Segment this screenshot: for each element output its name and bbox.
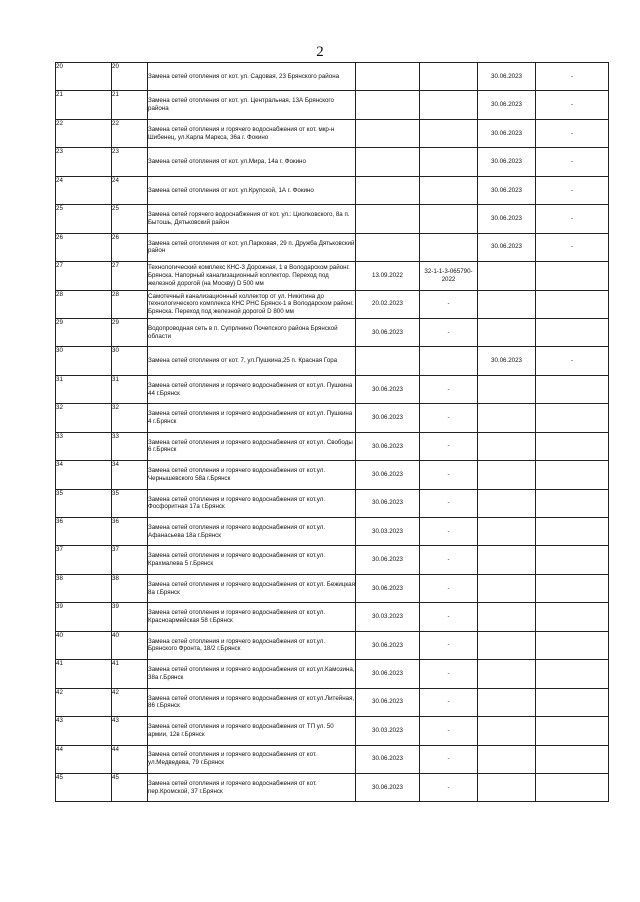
deadline-cell	[478, 432, 536, 460]
deadline-cell: 30.06.2023	[478, 347, 536, 375]
date-cell	[356, 233, 420, 261]
object-description-cell: Замена сетей отопления и горячего водоснабжения от кот.ул. Фосфоритная 17а г.Брянск	[148, 489, 356, 517]
row-number-cell: 29	[56, 318, 112, 346]
table-row	[56, 745, 609, 773]
registry-code-text: -	[447, 385, 450, 393]
row-number-cell: 44	[56, 745, 112, 773]
object-description-cell: Замена сетей отопления от кот. ул.Крупской, 1А г. Фокино	[148, 176, 356, 204]
table-row	[56, 489, 609, 517]
status-cell: -	[536, 347, 609, 375]
table-row	[56, 318, 609, 346]
registry-code-cell	[420, 745, 478, 773]
row-subnumber-cell: 42	[112, 688, 148, 716]
registry-code-cell	[420, 91, 478, 119]
date-cell: 30.06.2023	[356, 461, 420, 489]
object-description-cell: Замена сетей отопления от кот. 7, ул.Пушкина,25 п. Красная Гора	[148, 347, 356, 375]
deadline-cell: 30.06.2023	[478, 205, 536, 233]
row-subnumber-cell: 44	[112, 745, 148, 773]
date-cell	[356, 205, 420, 233]
registry-code-cell	[420, 262, 478, 290]
table-row	[56, 347, 609, 375]
row-subnumber-cell: 45	[112, 773, 148, 801]
registry-code-text: -	[447, 527, 450, 535]
deadline-cell	[478, 574, 536, 602]
row-subnumber-cell: 21	[112, 91, 148, 119]
table-row	[56, 176, 609, 204]
date-cell: 30.03.2023	[356, 603, 420, 631]
deadline-cell	[478, 318, 536, 346]
deadline-cell	[478, 489, 536, 517]
row-number-cell: 41	[56, 660, 112, 688]
date-cell	[356, 148, 420, 176]
row-number-cell: 31	[56, 375, 112, 403]
status-cell	[536, 631, 609, 659]
row-subnumber-cell: 35	[112, 489, 148, 517]
status-cell	[536, 745, 609, 773]
status-cell: -	[536, 176, 609, 204]
registry-code-text: -	[447, 499, 450, 507]
row-number-cell: 39	[56, 603, 112, 631]
row-number-cell: 23	[56, 148, 112, 176]
registry-code-cell	[420, 318, 478, 346]
status-cell	[536, 489, 609, 517]
registry-code-text: -	[447, 328, 450, 336]
row-subnumber-cell: 29	[112, 318, 148, 346]
registry-code-text: -	[447, 669, 450, 677]
row-number-cell: 34	[56, 461, 112, 489]
table-row	[56, 148, 609, 176]
date-cell: 30.03.2023	[356, 518, 420, 546]
table-row	[56, 233, 609, 261]
date-cell: 30.06.2023	[356, 489, 420, 517]
registry-code-cell	[420, 63, 478, 91]
date-cell	[356, 347, 420, 375]
row-number-cell: 24	[56, 176, 112, 204]
table-row	[56, 603, 609, 631]
date-cell	[356, 119, 420, 147]
status-cell: -	[536, 63, 609, 91]
deadline-cell	[478, 290, 536, 318]
table-row	[56, 660, 609, 688]
status-cell	[536, 318, 609, 346]
registry-code-text: -	[447, 442, 450, 450]
table-row	[56, 518, 609, 546]
row-number-cell: 27	[56, 262, 112, 290]
deadline-cell	[478, 262, 536, 290]
table-row	[56, 574, 609, 602]
row-subnumber-cell: 34	[112, 461, 148, 489]
registry-code-cell	[420, 574, 478, 602]
registry-code-text: -	[447, 613, 450, 620]
table-row	[56, 91, 609, 119]
object-description-cell: Водопроводная сеть в п. Супрлнино Почепского района Брянской области	[148, 318, 356, 346]
registry-table	[55, 62, 609, 802]
date-cell: 30.06.2023	[356, 660, 420, 688]
deadline-cell	[478, 603, 536, 631]
row-number-cell: 36	[56, 518, 112, 546]
status-cell: -	[536, 148, 609, 176]
object-description-cell: Замена сетей отопления и горячего водоснабжения от кот.ул. Пушкина 44 г.Брянск	[148, 375, 356, 403]
row-subnumber-cell: 36	[112, 518, 148, 546]
date-cell: 13.09.2022	[356, 262, 420, 290]
object-description-cell: Замена сетей отопления и горячего водоснабжения от кот.ул. Афанасьева 18а г.Брянск	[148, 518, 356, 546]
deadline-cell: 30.06.2023	[478, 119, 536, 147]
deadline-cell	[478, 660, 536, 688]
row-number-cell: 20	[56, 63, 112, 91]
registry-code-cell	[420, 631, 478, 659]
object-description-cell: Замена сетей отопления и горячего водоснабжения от кот.ул. Чернышевского 58а г.Брянск	[148, 461, 356, 489]
table-row	[56, 205, 609, 233]
registry-code-cell	[420, 432, 478, 460]
table-row	[56, 119, 609, 147]
date-cell	[356, 91, 420, 119]
page-number: 2	[316, 44, 324, 60]
table-row	[56, 688, 609, 716]
deadline-cell	[478, 745, 536, 773]
registry-code-cell	[420, 404, 478, 432]
status-cell	[536, 717, 609, 745]
date-cell	[356, 63, 420, 91]
row-number-cell: 43	[56, 717, 112, 745]
object-description-cell: Замена сетей отопления и горячего водоснабжения от кот.ул. Бежицкая 8а г.Брянск	[148, 574, 356, 602]
registry-code-cell	[420, 717, 478, 745]
row-subnumber-cell: 23	[112, 148, 148, 176]
registry-code-cell	[420, 773, 478, 801]
object-description-cell: Замена сетей отопления от кот. ул.Парковая, 29 п. Дружба Дятьковский район	[148, 233, 356, 261]
registry-code-text: -	[447, 641, 450, 649]
deadline-cell: 30.06.2023	[478, 63, 536, 91]
row-subnumber-cell: 33	[112, 432, 148, 460]
row-number-cell: 45	[56, 773, 112, 801]
date-cell: 30.06.2023	[356, 432, 420, 460]
row-subnumber-cell: 41	[112, 660, 148, 688]
deadline-cell	[478, 404, 536, 432]
row-number-cell: 33	[56, 432, 112, 460]
status-cell	[536, 375, 609, 403]
status-cell	[536, 518, 609, 546]
object-description-cell: Замена сетей отопления и горячего водоснабжения от ТП ул. 50 армии, 12в г.Брянск	[148, 717, 356, 745]
row-subnumber-cell: 20	[112, 63, 148, 91]
status-cell: -	[536, 205, 609, 233]
status-cell	[536, 432, 609, 460]
table-row	[56, 375, 609, 403]
deadline-cell	[478, 631, 536, 659]
row-number-cell: 28	[56, 290, 112, 318]
registry-code-cell	[420, 489, 478, 517]
row-subnumber-cell: 32	[112, 404, 148, 432]
status-cell	[536, 546, 609, 574]
row-subnumber-cell: 40	[112, 631, 148, 659]
object-description-cell: Замена сетей отопления и горячего водоснабжения от кот.ул. Брянского Фронта, 18/2 г.Брянск	[148, 631, 356, 659]
object-description-cell: Замена сетей отопления и горячего водоснабжения от кот. мкр-н Шибенец, ул.Карла Маркса, 36а г. Фокино	[148, 119, 356, 147]
date-cell: 30.06.2023	[356, 318, 420, 346]
row-subnumber-cell: 25	[112, 205, 148, 233]
registry-table-body	[56, 63, 609, 802]
status-cell	[536, 688, 609, 716]
row-number-cell: 30	[56, 347, 112, 375]
registry-code-text: -	[447, 556, 450, 564]
registry-code-text: 32-1-1-3-065790-2022	[424, 267, 473, 283]
registry-code-cell	[420, 461, 478, 489]
deadline-cell: 30.06.2023	[478, 176, 536, 204]
registry-code-cell	[420, 660, 478, 688]
status-cell	[536, 574, 609, 602]
registry-code-cell	[420, 375, 478, 403]
object-description-cell: Замена сетей отопления и горячего водоснабжения от кот.ул. Пушкина 4 г.Брянск	[148, 404, 356, 432]
object-description-cell: Технологический комплекс КНС-3 Дорожная, 1 в Володарском районг. Брянска. Напорный канализационный коллектор. Переход под железной дорогой (на Москву) D 500 мм	[148, 262, 356, 290]
row-number-cell: 26	[56, 233, 112, 261]
object-description-cell: Замена сетей отопления и горячего водоснабжения от кот.ул.Литейная, 86 г.Брянск	[148, 688, 356, 716]
date-cell: 30.06.2023	[356, 574, 420, 602]
table-row	[56, 773, 609, 801]
date-cell: 30.06.2023	[356, 773, 420, 801]
row-number-cell: 35	[56, 489, 112, 517]
registry-code-cell	[420, 119, 478, 147]
row-subnumber-cell: 22	[112, 119, 148, 147]
row-subnumber-cell: 43	[112, 717, 148, 745]
row-subnumber-cell: 27	[112, 262, 148, 290]
table-row	[56, 404, 609, 432]
object-description-cell: Замена сетей отопления от кот. ул. Центральная, 13А Брянского района	[148, 91, 356, 119]
row-number-cell: 21	[56, 91, 112, 119]
date-cell: 30.06.2023	[356, 745, 420, 773]
registry-code-cell	[420, 233, 478, 261]
deadline-cell: 30.06.2023	[478, 91, 536, 119]
registry-code-text: -	[447, 584, 450, 592]
row-subnumber-cell: 37	[112, 546, 148, 574]
row-number-cell: 25	[56, 205, 112, 233]
registry-code-cell	[420, 148, 478, 176]
registry-code-text: -	[447, 783, 450, 791]
row-subnumber-cell: 31	[112, 375, 148, 403]
object-description-cell: Замена сетей отопления и горячего водоснабжения от кот.ул. Свободы 6 г.Брянск	[148, 432, 356, 460]
registry-code-text: -	[447, 300, 450, 308]
object-description-cell: Замена сетей отопления от кот. ул. Садовая, 23 Брянского района	[148, 63, 356, 91]
row-subnumber-cell: 24	[112, 176, 148, 204]
status-cell	[536, 404, 609, 432]
deadline-cell	[478, 461, 536, 489]
object-description-cell: Замена сетей отопления и горячего водоснабжения от кот.ул. Крахмалева 5 г.Брянск	[148, 546, 356, 574]
registry-code-text: -	[447, 470, 450, 478]
table-row	[56, 631, 609, 659]
registry-code-cell	[420, 688, 478, 716]
registry-code-cell	[420, 546, 478, 574]
status-cell	[536, 290, 609, 318]
deadline-cell	[478, 375, 536, 403]
deadline-cell	[478, 546, 536, 574]
object-description-cell: Замена сетей отопления и горячего водоснабжения от кот. ул.Медведева, 79 г.Брянск	[148, 745, 356, 773]
deadline-cell: 30.06.2023	[478, 233, 536, 261]
object-description-cell: Замена сетей отопления и горячего водоснабжения от кот.ул.Камозина, 38а г.Брянск	[148, 660, 356, 688]
row-number-cell: 32	[56, 404, 112, 432]
table-row	[56, 461, 609, 489]
registry-code-cell	[420, 176, 478, 204]
deadline-cell	[478, 717, 536, 745]
table-row	[56, 432, 609, 460]
row-subnumber-cell: 39	[112, 603, 148, 631]
object-description-cell: Самотечный канализационный коллектор от ул. Никитина до технологического комплекса КНС РНС Брянск-1 в Володарском районг. Брянска. Переход под железной дорогой D 800 мм	[148, 290, 356, 318]
registry-code-cell	[420, 518, 478, 546]
date-cell: 30.06.2023	[356, 546, 420, 574]
row-number-cell: 22	[56, 119, 112, 147]
date-cell	[356, 176, 420, 204]
row-number-cell: 37	[56, 546, 112, 574]
row-subnumber-cell: 28	[112, 290, 148, 318]
date-cell: 30.06.2023	[356, 631, 420, 659]
row-number-cell: 40	[56, 631, 112, 659]
date-cell: 20.02.2023	[356, 290, 420, 318]
row-subnumber-cell: 30	[112, 347, 148, 375]
table-row	[56, 262, 609, 290]
status-cell	[536, 603, 609, 631]
status-cell: -	[536, 233, 609, 261]
date-cell: 30.03.2023	[356, 717, 420, 745]
table-row	[56, 546, 609, 574]
object-description-cell: Замена сетей отопления от кот. ул.Мира, 14а г. Фокино	[148, 148, 356, 176]
object-description-cell: Замена сетей горячего водоснабжения от кот. ул.: Циолковского, 8а п. Бытошь, Дятьковский район	[148, 205, 356, 233]
registry-code-cell	[420, 290, 478, 318]
registry-code-text: -	[447, 413, 450, 421]
registry-code-cell	[420, 603, 478, 631]
status-cell	[536, 262, 609, 290]
deadline-cell	[478, 773, 536, 801]
object-description-cell: Замена сетей отопления и горячего водоснабжения от кот.ул. Красноармейская 58 г.Брянск	[148, 603, 356, 631]
date-cell: 30.06.2023	[356, 375, 420, 403]
status-cell	[536, 773, 609, 801]
date-cell: 30.06.2023	[356, 404, 420, 432]
date-cell: 30.06.2023	[356, 688, 420, 716]
row-number-cell: 38	[56, 574, 112, 602]
deadline-cell: 30.06.2023	[478, 148, 536, 176]
registry-code-text: -	[447, 726, 450, 734]
deadline-cell	[478, 688, 536, 716]
registry-code-cell	[420, 205, 478, 233]
row-number-cell: 42	[56, 688, 112, 716]
table-row	[56, 290, 609, 318]
registry-code-text: -	[447, 698, 450, 706]
registry-code-cell	[420, 347, 478, 375]
row-subnumber-cell: 38	[112, 574, 148, 602]
status-cell: -	[536, 119, 609, 147]
table-row	[56, 717, 609, 745]
status-cell	[536, 461, 609, 489]
table-row	[56, 63, 609, 91]
object-description-cell: Замена сетей отопления и горячего водоснабжения от кот. пер.Кромской, 37 г.Брянск	[148, 773, 356, 801]
status-cell: -	[536, 91, 609, 119]
row-subnumber-cell: 26	[112, 233, 148, 261]
registry-code-text: -	[447, 755, 450, 763]
deadline-cell	[478, 518, 536, 546]
status-cell	[536, 660, 609, 688]
